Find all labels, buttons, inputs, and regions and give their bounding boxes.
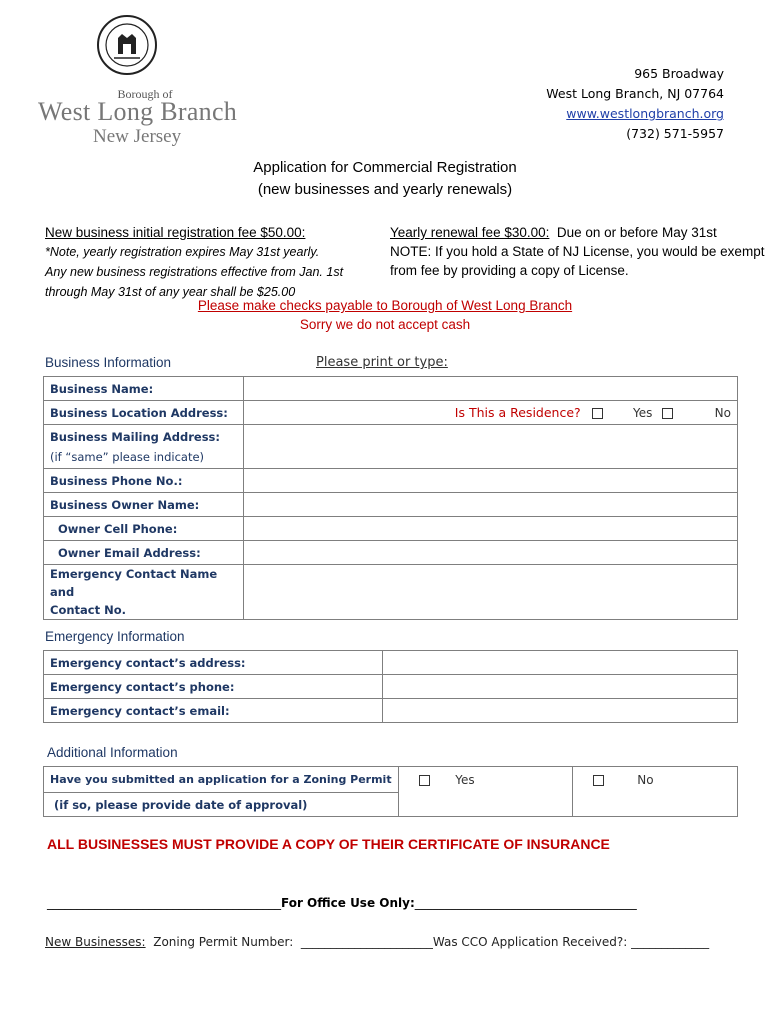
zoning-question-label: Have you submitted an application for a Zoning Permit [44, 767, 399, 793]
mailing-label-text: Business Mailing Address: [50, 429, 220, 444]
residence-no-label: No [714, 406, 731, 420]
new-fee-note-1: *Note, yearly registration expires May 31st yearly. [45, 245, 320, 259]
emergency-contact-line-1: Emergency Contact Name and [50, 567, 218, 599]
borough-address [546, 64, 724, 144]
emergency-contact-line-2: Contact No. [50, 603, 126, 617]
new-businesses-label: New Businesses: [45, 935, 146, 949]
logo-west-long-branch: West Long Branch [38, 97, 238, 126]
business-owner-field[interactable] [244, 493, 738, 517]
website-link[interactable]: www.westlongbranch.org [566, 106, 724, 121]
business-mailing-field[interactable] [244, 425, 738, 469]
office-line-right: _____________________________________ [414, 896, 637, 910]
checks-payable: Please make checks payable to Borough of West Long Branch [197, 298, 573, 313]
zoning-no-checkbox[interactable] [593, 775, 604, 786]
address-street: 965 Broadway [634, 66, 724, 81]
emergency-phone-label: Emergency contact’s phone: [44, 675, 383, 699]
renew-fee-due: Due on or before May 31st [549, 225, 717, 240]
logo-new-jersey: New Jersey [93, 126, 182, 147]
no-cash: Sorry we do not accept cash [299, 317, 471, 332]
print-note: Please print or type: [316, 355, 448, 370]
residence-question: Is This a Residence? [454, 405, 581, 420]
office-use-label: For Office Use Only: [281, 896, 415, 910]
emergency-contact-field[interactable] [244, 565, 738, 620]
owner-cell-field[interactable] [244, 517, 738, 541]
business-name-field[interactable] [244, 377, 738, 401]
business-location-field[interactable] [244, 401, 738, 425]
insurance-notice: ALL BUSINESSES MUST PROVIDE A COPY OF THEIR CERTIFICATE OF INSURANCE [47, 836, 610, 852]
new-business-fees [45, 223, 365, 302]
business-info-table [43, 376, 738, 620]
business-location-label: Business Location Address: [44, 401, 244, 425]
logo-borough-of: Borough of [117, 87, 173, 101]
residence-yes-label: Yes [632, 406, 653, 420]
address-phone: (732) 571-5957 [626, 126, 724, 141]
emergency-phone-field[interactable] [383, 675, 738, 699]
office-use-line [47, 896, 637, 910]
address-city: West Long Branch, NJ 07764 [546, 86, 724, 101]
owner-email-label: Owner Email Address: [44, 541, 244, 565]
owner-cell-label: Owner Cell Phone: [44, 517, 244, 541]
zoning-permit-number-field[interactable]: Zoning Permit Number: ______________________ [145, 935, 433, 949]
title-line-2: (new businesses and yearly renewals) [257, 181, 513, 198]
borough-seal-icon [96, 14, 158, 76]
emergency-email-label: Emergency contact’s email: [44, 699, 383, 723]
zoning-no-cell [572, 767, 737, 817]
residence-yes-checkbox[interactable] [592, 408, 603, 419]
business-phone-field[interactable] [244, 469, 738, 493]
emergency-contact-label [44, 565, 244, 620]
emergency-info-table [43, 650, 738, 723]
zoning-yes-label: Yes [455, 773, 475, 787]
mailing-sub-note: (if “same” please indicate) [50, 449, 205, 464]
renew-note-2: from fee by providing a copy of License. [390, 263, 629, 278]
business-info-heading: Business Information [45, 355, 172, 370]
owner-email-field[interactable] [244, 541, 738, 565]
emergency-address-label: Emergency contact’s address: [44, 651, 383, 675]
new-fee-note-2: Any new business registrations effective from Jan. 1st [45, 265, 344, 279]
residence-no-checkbox[interactable] [662, 408, 673, 419]
renew-fee-heading: Yearly renewal fee $30.00: [390, 225, 550, 240]
additional-info-table [43, 766, 738, 817]
zoning-yes-checkbox[interactable] [419, 775, 430, 786]
additional-info-heading: Additional Information [47, 745, 178, 760]
renewal-fees [390, 223, 765, 280]
new-fee-note-3: through May 31st of any year shall be $25.00 [45, 285, 296, 299]
business-phone-label: Business Phone No.: [44, 469, 244, 493]
business-name-label: Business Name: [44, 377, 244, 401]
business-owner-label: Business Owner Name: [44, 493, 244, 517]
form-title [0, 157, 770, 201]
renew-note-1: NOTE: If you hold a State of NJ License, you would be exempt [390, 244, 765, 259]
payment-notes [0, 296, 770, 334]
cco-received-field[interactable]: Was CCO Application Received?: _____________ [432, 935, 710, 949]
title-line-1: Application for Commercial Registration [253, 159, 517, 176]
zoning-yes-cell [398, 767, 572, 817]
emergency-info-heading: Emergency Information [45, 629, 185, 644]
new-businesses-line [45, 935, 709, 949]
new-fee-heading: New business initial registration fee $50.00: [45, 225, 306, 240]
emergency-email-field[interactable] [383, 699, 738, 723]
office-line-left: _______________________________________ [47, 896, 281, 910]
zoning-no-label: No [637, 773, 654, 787]
business-mailing-label [44, 425, 244, 469]
approval-date-label: (if so, please provide date of approval) [44, 793, 399, 817]
emergency-address-field[interactable] [383, 651, 738, 675]
